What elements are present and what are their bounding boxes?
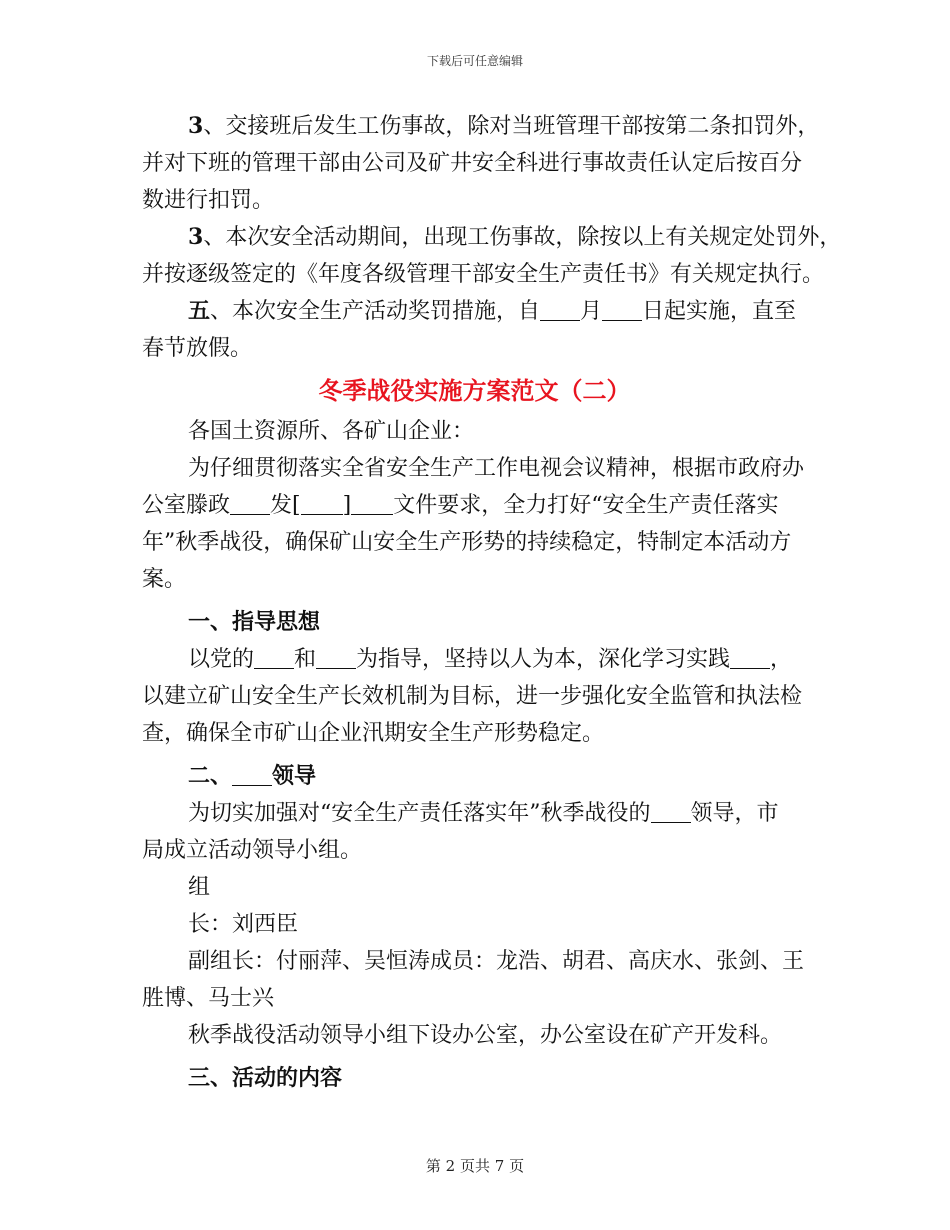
paragraph-item-3a-line-2: 并对下班的管理干部由公司及矿井安全科进行事故责任认定后按百分	[142, 151, 803, 176]
paragraph-item-3b-line-2: 并按逐级签定的《年度各级管理干部安全生产责任书》有关规定执行。	[142, 262, 825, 287]
text-run: 为指导，坚持以人为本，深化学习实践	[356, 647, 731, 672]
text-run: ]	[342, 493, 352, 518]
page-header: 下载后可任意编辑	[426, 54, 523, 68]
section-heading-3: 三、活动的内容	[188, 1065, 343, 1091]
text-run: 公室滕政	[142, 493, 231, 518]
fill-in-blank	[602, 298, 642, 321]
leadership-line-2: 局成立活动领导小组。	[142, 838, 363, 863]
leadership-line-7: 秋季战役活动领导小组下设办公室，办公室设在矿产开发科。	[188, 1023, 783, 1048]
leadership-line-3: 组	[188, 875, 211, 900]
fill-in-blank	[540, 298, 580, 321]
text-run: 二、	[188, 763, 233, 789]
salutation: 各国土资源所、各矿山企业：	[188, 419, 475, 444]
fill-in-blank	[232, 763, 272, 786]
fill-in-blank	[230, 492, 270, 515]
fill-in-blank	[651, 800, 691, 823]
intro-line-3: 年”秋季战役，确保矿山安全生产形势的持续稳定，特制定本活动方	[142, 530, 792, 555]
intro-line-2	[142, 487, 807, 524]
section-heading-1: 一、指导思想	[188, 609, 321, 635]
paragraph-item-5-line-1	[142, 293, 807, 330]
fill-in-blank	[730, 646, 770, 669]
intro-line-4: 案。	[142, 567, 187, 592]
text-run: 和	[294, 647, 317, 672]
page-footer: 第 2 页共 7 页	[425, 1157, 525, 1175]
text-run: ，	[770, 647, 793, 672]
guideline-line-1	[142, 641, 807, 678]
document-title: 冬季战役实施方案范文（二）	[318, 376, 631, 405]
text-run: 、本次安全生产活动奖罚措施，自	[210, 299, 541, 324]
paragraph-item-3a-line-3: 数进行扣罚。	[142, 188, 275, 213]
fill-in-blank	[316, 646, 356, 669]
text-run: 月	[580, 299, 603, 324]
item-number: 3	[188, 113, 204, 139]
document-body	[142, 108, 842, 1097]
fill-in-blank	[301, 492, 343, 515]
text-run: 、本次安全活动期间，出现工伤事故，除按以上有关规定处罚外，	[203, 225, 842, 250]
guideline-line-2: 以建立矿山安全生产长效机制为目标，进一步强化安全监管和执法检	[142, 684, 803, 709]
text-run: 文件要求，全力打好“安全生产责任落实	[393, 493, 779, 518]
leadership-line-4: 长：刘西臣	[188, 912, 299, 937]
leadership-line-5: 副组长：付丽萍、吴恒涛成员：龙浩、胡君、高庆水、张剑、王	[188, 949, 805, 974]
fill-in-blank	[351, 492, 393, 515]
fill-in-blank	[254, 646, 294, 669]
section-heading-2	[142, 758, 807, 795]
text-run: 以党的	[188, 647, 255, 672]
text-run: 为切实加强对“安全生产责任落实年”秋季战役的	[188, 801, 651, 826]
text-run: 、交接班后发生工伤事故，除对当班管理干部按第二条扣罚外，	[203, 114, 820, 139]
text-run: 发[	[270, 493, 301, 518]
text-run: 领导	[272, 763, 317, 789]
item-number: 五	[188, 298, 211, 324]
guideline-line-3: 查，确保全市矿山企业汛期安全生产形势稳定。	[142, 721, 605, 746]
paragraph-item-5-line-2: 春节放假。	[142, 336, 253, 361]
paragraph-item-3a-line-1	[142, 108, 820, 145]
intro-line-1: 为仔细贯彻落实全省安全生产工作电视会议精神，根据市政府办	[188, 456, 805, 481]
leadership-line-1	[142, 795, 807, 832]
text-run: 日起实施，直至	[642, 299, 797, 324]
paragraph-item-3b-line-1	[142, 219, 842, 256]
leadership-line-6: 胜博、马士兴	[142, 986, 275, 1011]
item-number: 3	[188, 224, 204, 250]
text-run: 领导，市	[690, 801, 779, 826]
